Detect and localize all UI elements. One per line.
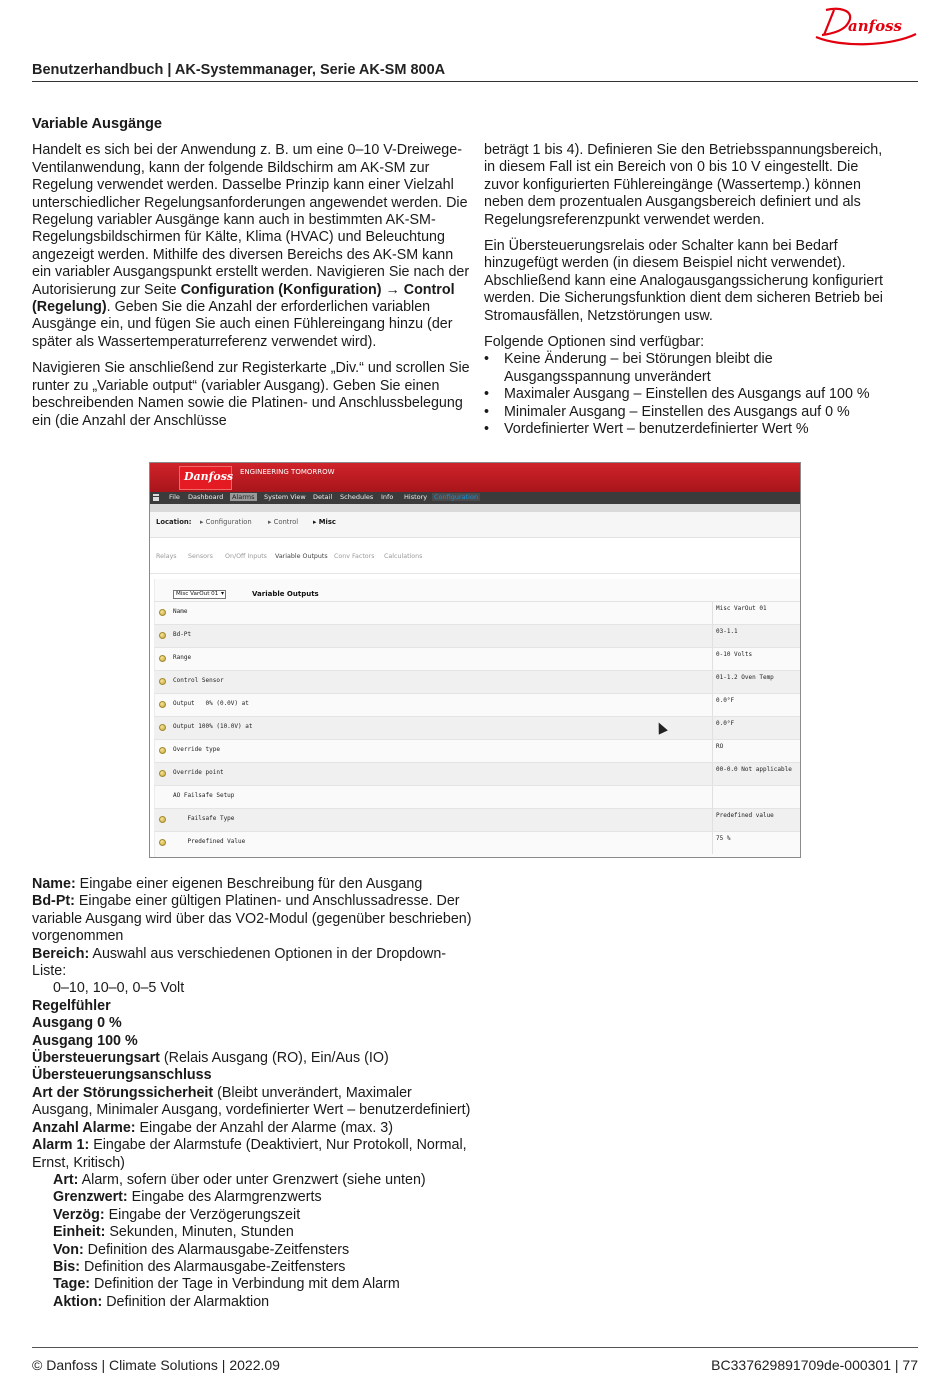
misc-tab-paragraph: Navigieren Sie anschließend zur Registerkarte „Div.“ und scrollen Sie runter zu „Variable output“ (variabler Ausgang). Geben Sie einen beschreibenden Namen sowie die Platinen- und Anschlussbelegung ein (die Anzahl der Anschlüsse xyxy=(32,360,470,429)
tab-divider xyxy=(150,573,800,574)
svg-text:anfoss: anfoss xyxy=(848,17,902,35)
option-item: • Maximaler Ausgang – Einstellen des Ausgangs auf 100 % xyxy=(484,386,894,403)
option-item: • Minimaler Ausgang – Einstellen des Ausgangs auf 0 % xyxy=(484,404,894,421)
desc-line: 0–10, 10–0, 0–5 Volt xyxy=(53,980,185,997)
row-value[interactable]: 0-10 Volts xyxy=(716,651,753,658)
options-list xyxy=(484,351,894,438)
row-failsafe-type[interactable]: Failsafe Type Predefined value xyxy=(154,808,800,831)
row-range[interactable]: Range 0-10 Volts xyxy=(154,647,800,670)
row-icon xyxy=(159,770,166,777)
row-value[interactable]: 75 % xyxy=(716,835,731,842)
desc-line: Anzahl Alarme: Eingabe der Anzahl der Alarme (max. 3) xyxy=(32,1119,394,1136)
row-value[interactable]: 00-0.0 Not applicable xyxy=(716,766,792,773)
breadcrumb-control[interactable]: ▸ Control xyxy=(268,518,299,526)
row-control-sensor[interactable]: Control Sensor 01-1.2 Oven Temp xyxy=(154,670,800,693)
row-predefined-value[interactable]: Predefined Value 75 % xyxy=(154,831,800,854)
row-icon xyxy=(159,678,166,685)
row-ao-failsafe-setup: AO Failsafe Setup xyxy=(154,785,800,808)
row-value[interactable]: 03-1.1 xyxy=(716,628,738,635)
menu-dashboard[interactable]: Dashboard xyxy=(188,493,224,501)
desc-line: Ausgang 100 % xyxy=(32,1032,138,1049)
menu-configuration[interactable]: Configuration xyxy=(434,493,479,501)
row-value[interactable]: Predefined value xyxy=(716,812,774,819)
tab-sensors[interactable]: Sensors xyxy=(188,553,213,560)
row-bd-pt[interactable]: Bd-Pt 03-1.1 xyxy=(154,624,800,647)
desc-line: Bis: Definition des Alarmausgabe-Zeitfensters xyxy=(53,1258,346,1275)
desc-line: Verzög: Eingabe der Verzögerungszeit xyxy=(53,1206,301,1223)
desc-line: Name: Eingabe einer eigenen Beschreibung für den Ausgang xyxy=(32,876,423,892)
row-output-0[interactable]: Output 0% (0.0V) at 0.0°F xyxy=(154,693,800,716)
row-value[interactable]: 0.0°F xyxy=(716,720,735,727)
row-icon xyxy=(159,632,166,639)
failsafe-paragraph: Ein Übersteuerungsrelais oder Schalter kann bei Bedarf hinzugefügt werden (in diesem Beispiel nicht verwendet). Abschließend kann eine Analogausgangssicherung konfiguriert werden. Die Sicherungsfunktion dient dem sicheren Betrieb bei Stromausfällen, Netzstörungen usw. xyxy=(484,238,883,324)
row-icon xyxy=(159,839,166,846)
desc-line: Von: Definition des Alarmausgabe-Zeitfensters xyxy=(53,1241,350,1258)
row-icon xyxy=(159,724,166,731)
tab-variable-outputs[interactable]: Variable Outputs xyxy=(275,553,328,560)
footer-divider xyxy=(32,1347,918,1348)
section-title: Variable Ausgänge xyxy=(32,116,163,132)
row-icon xyxy=(159,609,166,616)
panel-title: Variable Outputs xyxy=(252,590,319,598)
intro-text-end: . Geben Sie die Anzahl der erforderlichen variablen Ausgänge ein, und fügen Sie auch einen Fühlereingang hinzu (der später als Wassertemperaturreferenz verwendet wird). xyxy=(32,299,453,350)
row-value[interactable]: RO xyxy=(716,743,724,750)
mouse-pointer-icon xyxy=(655,722,666,734)
desc-line: Einheit: Sekunden, Minuten, Stunden xyxy=(53,1224,294,1241)
menu-system-view[interactable]: System View xyxy=(264,493,306,501)
tab-conv-factors[interactable]: Conv Factors xyxy=(334,553,375,560)
desc-line: Tage: Definition der Tage in Verbindung mit dem Alarm xyxy=(53,1276,400,1293)
menu-grid-icon[interactable] xyxy=(153,494,159,501)
screenshot-logo: Danfoss xyxy=(179,466,232,490)
row-override-point[interactable]: Override point 00-0.0 Not applicable xyxy=(154,762,800,785)
option-item: • Vordefinierter Wert – benutzerdefinierter Wert % xyxy=(484,421,894,438)
ak-sm-screenshot xyxy=(149,462,801,858)
desc-line: Ausgang 0 % xyxy=(32,1015,122,1032)
row-output-100[interactable]: Output 100% (10.0V) at 0.0°F xyxy=(154,716,800,739)
intro-paragraph xyxy=(32,142,472,351)
menu-alarms[interactable]: Alarms xyxy=(232,493,255,501)
options-intro: Folgende Optionen sind verfügbar: xyxy=(484,334,705,351)
menu-schedules[interactable]: Schedules xyxy=(340,493,374,501)
desc-line: Grenzwert: Eingabe des Alarmgrenzwerts xyxy=(53,1189,322,1206)
desc-line: Bereich: Auswahl aus verschiedenen Optionen in der Dropdown-Liste: xyxy=(32,945,447,980)
row-override-type[interactable]: Override type RO xyxy=(154,739,800,762)
header-divider xyxy=(32,81,918,82)
desc-line: Übersteuerungsanschluss xyxy=(32,1067,212,1084)
menu-file[interactable]: File xyxy=(169,493,180,501)
danfoss-logo xyxy=(812,4,920,46)
menu-info[interactable]: Info xyxy=(381,493,394,501)
footer-copyright: © Danfoss | Climate Solutions | 2022.09 xyxy=(32,1357,280,1373)
screenshot-menu-bar xyxy=(150,492,800,504)
option-item: • Keine Änderung – bei Störungen bleibt die Ausgangsspannung unverändert xyxy=(484,351,894,386)
row-icon xyxy=(159,747,166,754)
desc-line: Art: Alarm, sofern über oder unter Grenzwert (siehe unten) xyxy=(53,1171,426,1188)
footer-doc-number: BC337629891709de-000301 | 77 xyxy=(711,1357,918,1373)
desc-line: Regelfühler xyxy=(32,997,111,1014)
row-icon xyxy=(159,816,166,823)
row-value[interactable]: 01-1.2 Oven Temp xyxy=(716,674,774,681)
range-paragraph: beträgt 1 bis 4). Definieren Sie den Betriebsspannungsbereich, in diesem Fall ist ein Bereich von 0 bis 10 V eingestellt. Die zuvor konfigurierten Fühlereingänge (Wassertemp.) können neben dem prozentualen Ausgangsbereich definiert und als Regelungsreferenzpunkt verwendet werden. xyxy=(484,142,883,228)
desc-line: Übersteuerungsart (Relais Ausgang (RO), Ein/Aus (IO) xyxy=(32,1050,389,1067)
tab-onoff-inputs[interactable]: On/Off Inputs xyxy=(225,553,267,560)
desc-line: Bd-Pt: Eingabe einer gültigen Platinen- und Anschlussadresse. Der variable Ausgang wird über das VO2-Modul (gegenüber beschrieben) vorgenommen xyxy=(32,893,472,945)
location-label: Location: xyxy=(156,518,192,526)
row-icon xyxy=(159,655,166,662)
row-value[interactable]: Misc VarOut 01 xyxy=(716,605,767,612)
field-descriptions xyxy=(32,876,472,1311)
navigation-path: Configuration (Konfiguration) → Control (Regelung) xyxy=(32,281,455,316)
document-header-title: Benutzerhandbuch | AK-Systemmanager, Serie AK-SM 800A xyxy=(32,62,446,78)
desc-line: Aktion: Definition der Alarmaktion xyxy=(53,1293,270,1310)
article-right-column xyxy=(484,142,894,439)
tab-calculations[interactable]: Calculations xyxy=(384,553,423,560)
menu-detail[interactable]: Detail xyxy=(313,493,333,501)
tab-relays[interactable]: Relays xyxy=(156,553,177,560)
row-icon xyxy=(159,701,166,708)
desc-line: Art der Störungssicherheit (Bleibt unverändert, Maximaler Ausgang, Minimaler Ausgang, vordefinierter Wert – benutzerdefiniert) xyxy=(32,1084,471,1119)
row-name[interactable]: Name Misc VarOut 01 xyxy=(154,601,800,624)
desc-line: Alarm 1: Eingabe der Alarmstufe (Deaktiviert, Nur Protokoll, Normal, Ernst, Kritisch) xyxy=(32,1137,467,1171)
intro-text: Handelt es sich bei der Anwendung z. B. um eine 0–10 V-Dreiwege-Ventilanwendung, kann der folgende Bildschirm am AK-SM zur Regelung verwendet werden. Dasselbe Prinzip kann einer Vielzahl unterschiedlicher Regelungsanforderungen angewendet werden. Die Regelung variabler Ausgänge kann auch in bestimmten AK-SM-Regelungsbildschirmen für Kälte, Klima (HVAC) und Beleuchtung angezeigt werden. Mithilfe des diversen Bereichs des AK-SM kann ein variabler Ausgangspunkt erstellt werden. Navigieren Sie nach der Autorisierung zur Seite xyxy=(32,142,470,298)
screenshot-header-bar xyxy=(150,463,800,492)
breadcrumb-configuration[interactable]: ▸ Configuration xyxy=(200,518,252,526)
article-left-column xyxy=(32,116,472,439)
row-value[interactable]: 0.0°F xyxy=(716,697,735,704)
menu-history[interactable]: History xyxy=(404,493,428,501)
screenshot-tagline: ENGINEERING TOMORROW xyxy=(240,468,335,476)
breadcrumb-misc[interactable]: ▸ Misc xyxy=(313,518,336,526)
screenshot-gray-band xyxy=(150,504,800,512)
varout-select[interactable]: Misc VarOut 01 ▾ xyxy=(173,590,226,599)
